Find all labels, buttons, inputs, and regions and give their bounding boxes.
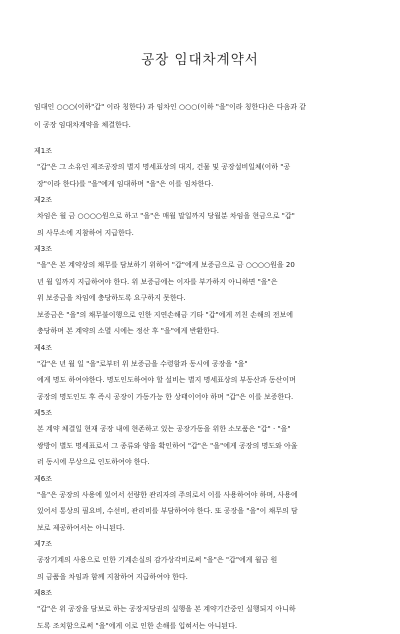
article-text-line: 있어서 통상의 필요비, 수선비, 관리비를 부담하여야 한다. 또 공장을 "을"이 채무의 담 — [34, 503, 366, 520]
article-text-line: 년 월 일까지 지급하여야 한다. 위 보증금에는 이자를 부가하지 아니하면 "을"은 — [34, 274, 366, 291]
article-number: 제1조 — [34, 143, 366, 159]
article-5 — [34, 405, 366, 471]
article-text-line: 공장의 명도인도 후 즉시 공장이 가동가능 한 상태이어야 하며 "갑"은 이를 보증한다. — [34, 389, 366, 406]
article-number: 제5조 — [34, 405, 366, 421]
article-text-line: "갑"은 년 월 일 "을"로부터 위 보증금을 수령함과 동시에 공장을 "을" — [34, 356, 366, 373]
article-text-line: 차임은 월 금 ○○○○원으로 하고 "을"은 매월 말일까지 당월분 차임을 현금으로 "갑" — [34, 208, 366, 225]
article-text-line: 러 동시에 무상으로 인도하여야 한다. — [34, 454, 366, 471]
article-text-line: "갑"은 위 공장을 담보로 하는 공장저당권의 실행을 본 계약기간중인 실행되지 아니하 — [34, 601, 366, 618]
article-text-line: 보로 제공하여서는 아니된다. — [34, 520, 366, 537]
article-number: 제6조 — [34, 471, 366, 487]
article-text-line: 에게 명도 하여야한다. 명도인도하여야 할 설비는 별지 명세표상의 부동산과 동산이며 — [34, 372, 366, 389]
article-3 — [34, 241, 366, 340]
article-number: 제4조 — [34, 340, 366, 356]
articles-list — [34, 143, 366, 634]
article-number: 제3조 — [34, 241, 366, 257]
intro-line: 이 공장 임대차계약을 체결한다. — [34, 116, 366, 134]
article-text-line: 본 계약 체결일 현재 공장 내에 현존하고 있는 공장가동을 위한 소모품은 "갑" · "을" — [34, 421, 366, 438]
document-title: 공장 임대차계약서 — [34, 0, 366, 78]
article-text-line: 공장기계의 사용으로 인한 기계손실의 감가상각비로써 "을"은 "갑"에게 월금 원 — [34, 552, 366, 569]
article-2 — [34, 192, 366, 241]
article-4 — [34, 340, 366, 406]
article-text-line: 의 사무소에 지참하여 지급한다. — [34, 225, 366, 242]
article-text-line: 장"이라 한다)를 "을"에게 임대하며 "을"은 이를 임차한다. — [34, 176, 366, 193]
article-text-line: "갑"은 그 소유인 제조공장의 별지 명세표상의 대지, 건물 및 공장설비일체(이하 "공 — [34, 159, 366, 176]
intro-line: 임대인 ○○○(이하"갑" 이라 칭한다) 과 임차인 ○○○(이하 "을"이라 칭한다)은 다음과 같 — [34, 98, 366, 116]
article-text-line: "을"은 공장의 사용에 있어서 선량한 관리자의 주의로서 이를 사용하여야 하며, 사용에 — [34, 487, 366, 504]
article-8 — [34, 585, 366, 634]
article-1 — [34, 143, 366, 192]
intro-paragraph — [34, 98, 366, 134]
article-text-line: 보증금은 "을"의 채무불이행으로 인한 지연손해금 기타 "갑"에게 끼친 손해의 전보에 — [34, 307, 366, 324]
article-text-line: 위 보증금을 차임에 충당하도록 요구하지 못한다. — [34, 290, 366, 307]
article-7 — [34, 536, 366, 585]
article-text-line: "을"은 본 계약상의 채무를 담보하기 위하여 "갑"에게 보증금으로 금 ○○○○원을 20 — [34, 257, 366, 274]
article-text-line: 도록 조치함으로써 "을"에게 이로 인한 손해를 입혀서는 아니된다. — [34, 618, 366, 634]
article-6 — [34, 471, 366, 537]
article-number: 제7조 — [34, 536, 366, 552]
article-text-line: 쌍방이 별도 명세표로서 그 종류와 양을 확인하여 "갑"은 "을"에게 공장의 명도와 아울 — [34, 438, 366, 455]
article-number: 제8조 — [34, 585, 366, 601]
article-text-line: 의 금품을 차임과 함께 지참하여 지급하여야 한다. — [34, 569, 366, 586]
article-number: 제2조 — [34, 192, 366, 208]
article-text-line: 충당하며 본 계약의 소멸 시에는 정산 후 "을"에게 반환한다. — [34, 323, 366, 340]
